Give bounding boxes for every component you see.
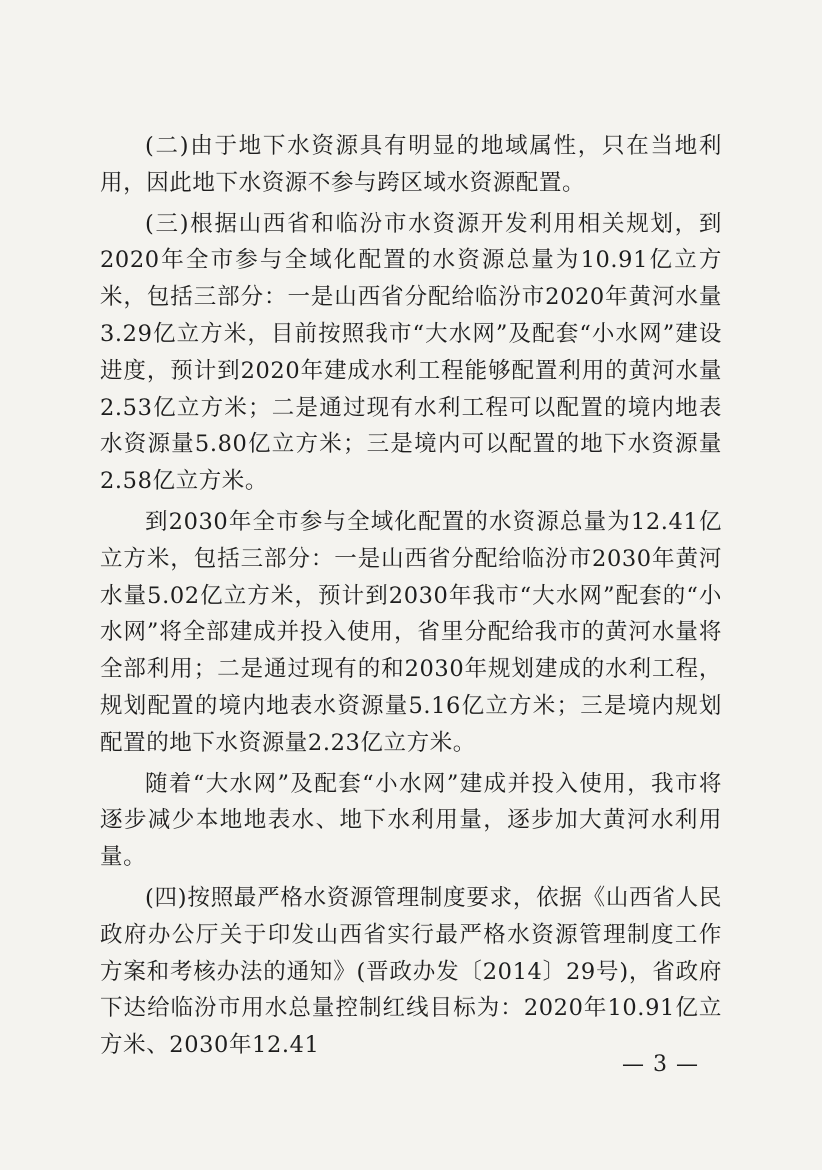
paragraph-2020-allocation: (三)根据山西省和临汾市水资源开发利用相关规划，到2020年全市参与全域化配置的水资源总量为10.91亿立方米，包括三部分：一是山西省分配给临汾市2020年黄河水量3.29亿立方米，目前按照我市“大水网”及配套“小水网”建设进度，预计到2020年建成水利工程能够配置利用的黄河水量2.53亿立方米；二是通过现有水利工程可以配置的境内地表水资源量5.80亿立方米；三是境内可以配置的地下水资源量2.58亿立方米。 [100, 210, 722, 495]
page-number: — 3 — [622, 1052, 699, 1077]
paragraph-water-network: 随着“大水网”及配套“小水网”建成并投入使用，我市将逐步减少本地地表水、地下水利用量，逐步加大黄河水利用量。 [100, 770, 722, 871]
document-body [100, 128, 722, 1068]
paragraph-2030-allocation: 到2030年全市参与全域化配置的水资源总量为12.41亿立方米，包括三部分：一是山西省分配给临汾市2030年黄河水量5.02亿立方米，预计到2030年我市“大水网”配套的“小水网”将全部建成并投入使用，省里分配给我市的黄河水量将全部利用；二是通过现有的和2030年规划建成的水利工程，规划配置的境内地表水资源量5.16亿立方米；三是境内规划配置的地下水资源量2.23亿立方米。 [100, 508, 722, 756]
paragraph-red-line-target: (四)按照最严格水资源管理制度要求，依据《山西省人民政府办公厅关于印发山西省实行最严格水资源管理制度工作方案和考核办法的通知》(晋政办发〔2014〕29号)，省政府下达给临汾市用水总量控制红线目标为：2020年10.91亿立方米、2030年12.41 [100, 884, 722, 1059]
paragraph-water-allocation-local: (二)由于地下水资源具有明显的地域属性，只在当地利用，因此地下水资源不参与跨区域水资源配置。 [100, 133, 722, 196]
